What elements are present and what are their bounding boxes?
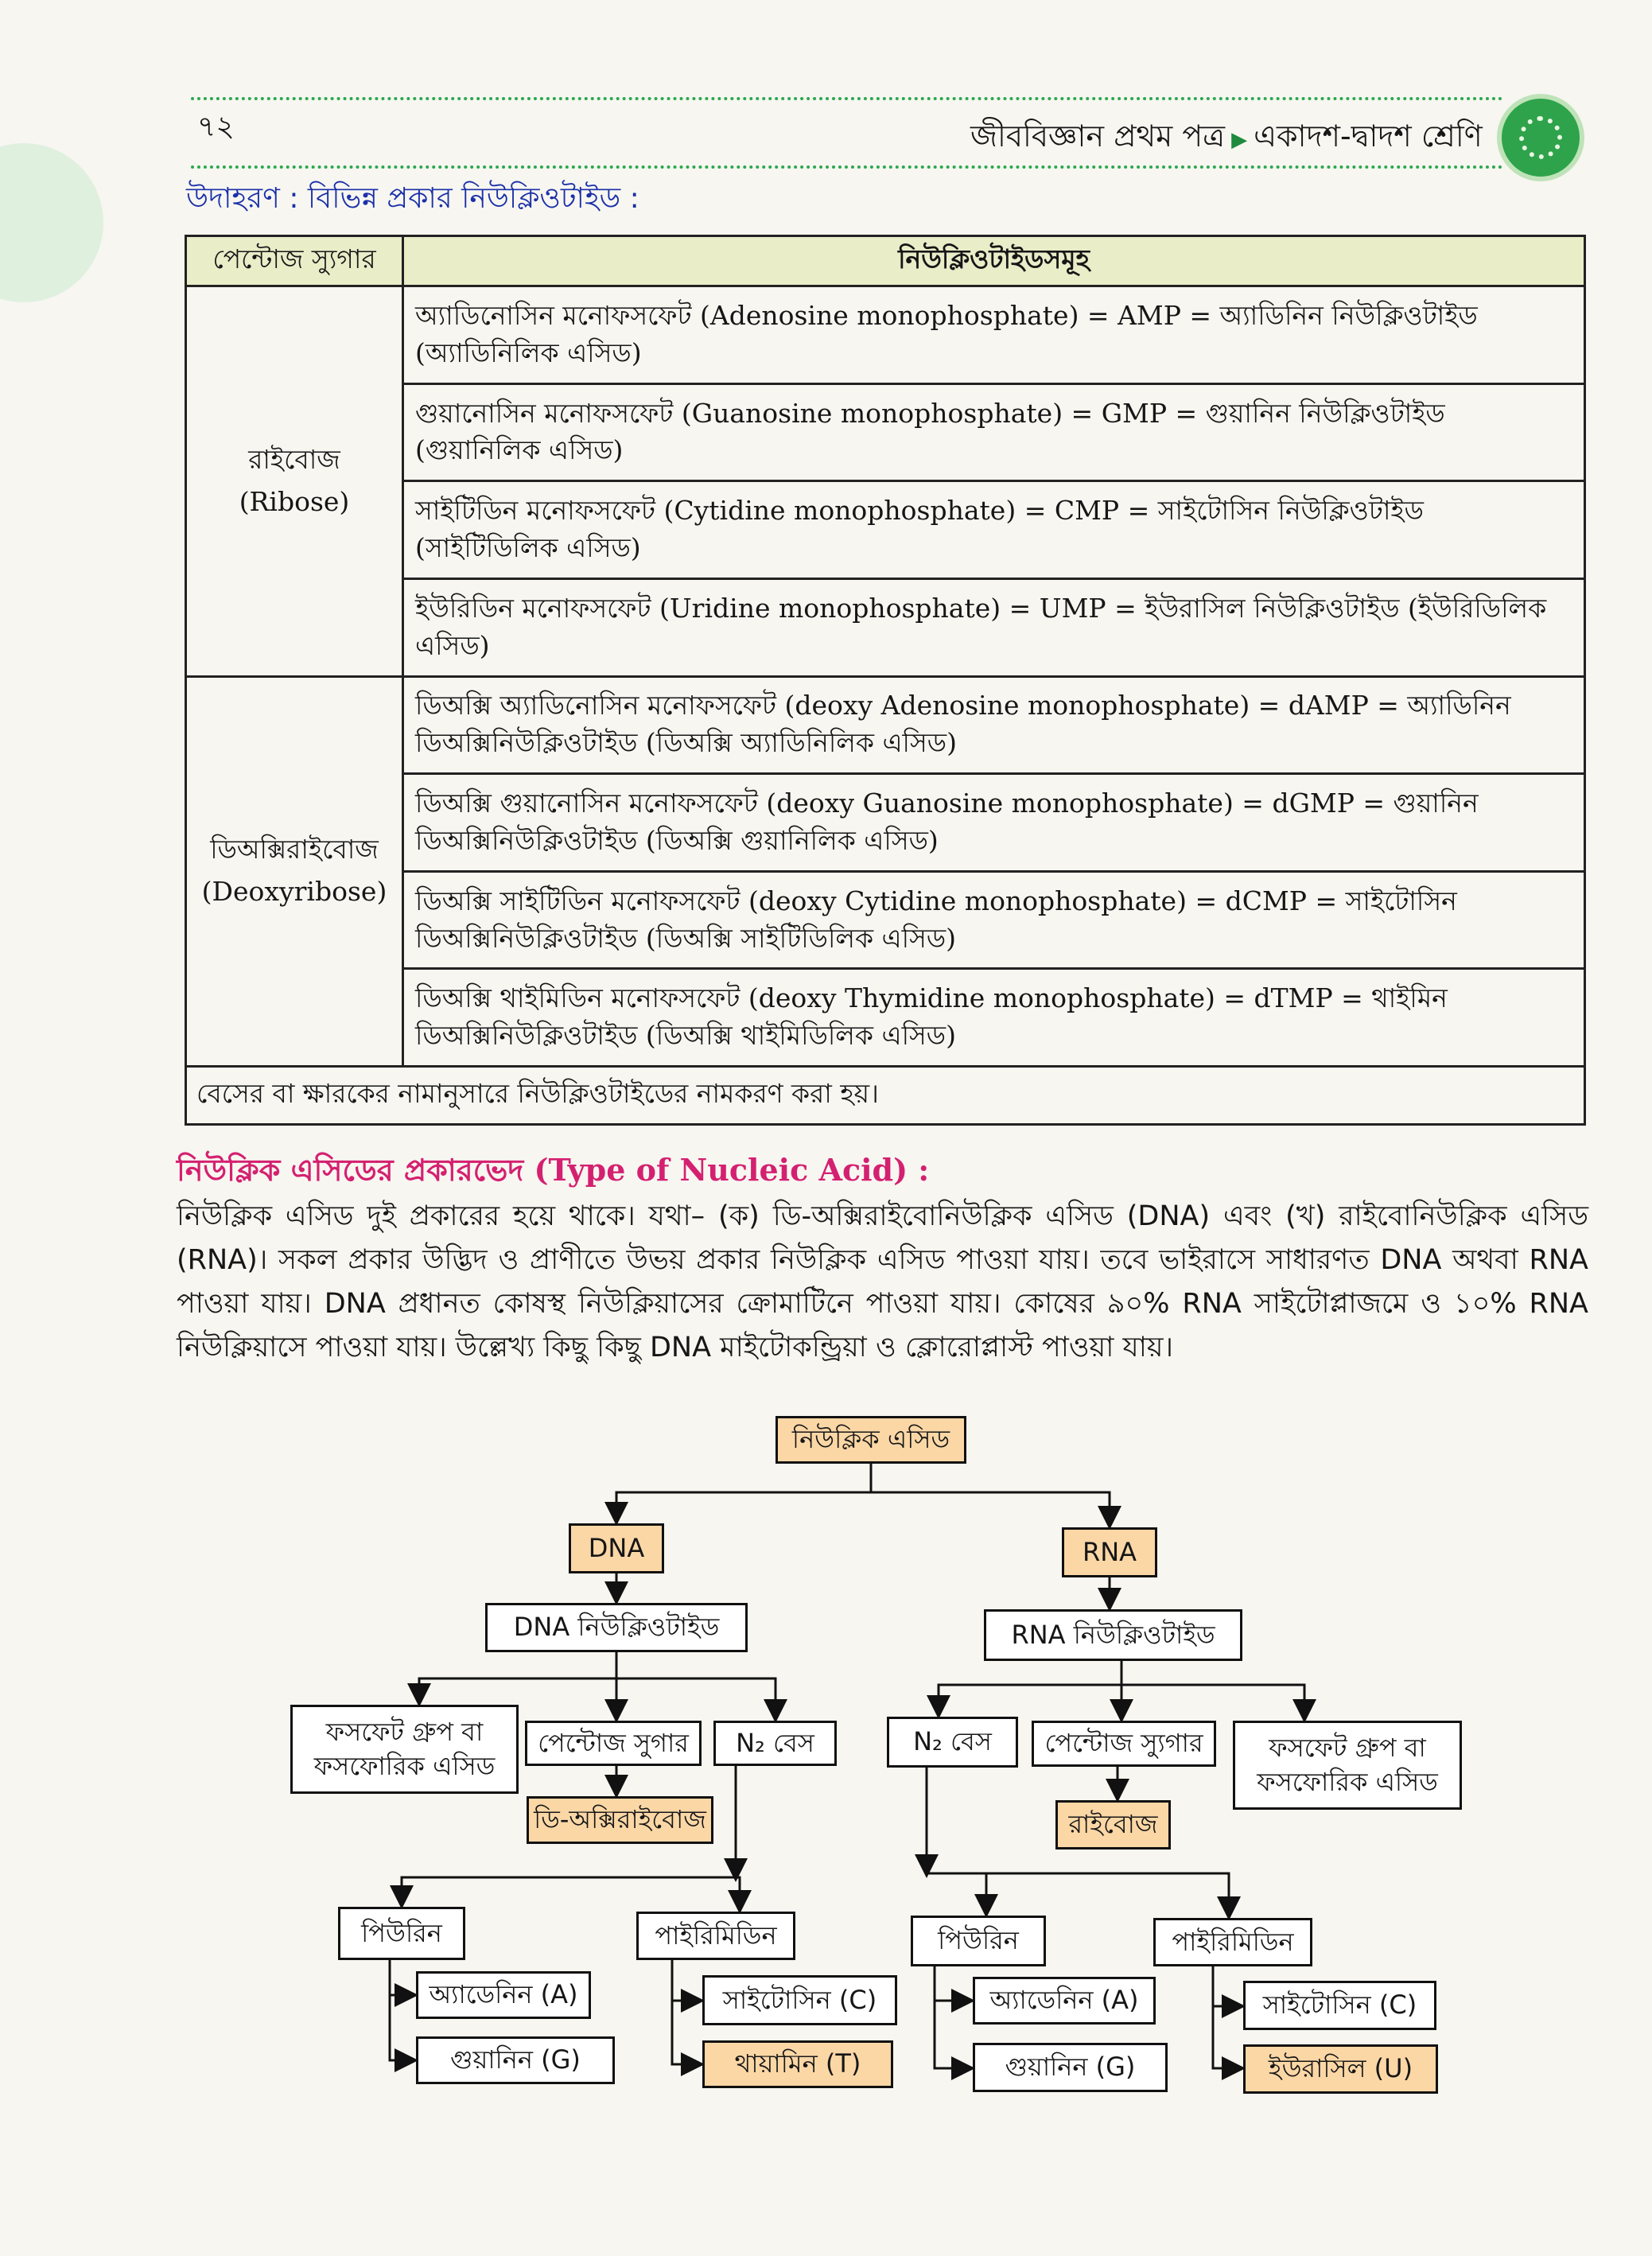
example-heading: উদাহরণ : বিভিন্ন প্রকার নিউক্লিওটাইড : [186, 182, 639, 215]
nucleotide-cell: ডিঅক্সি সাইটিডিন মনোফসফেট (deoxy Cytidine monophosphate) = dCMP = সাইটোসিন ডিঅক্সিনিউক্লিওটাইড (ডিঅক্সি সাইটিডিলিক এসিড) [403, 871, 1585, 969]
class-label: একাদশ-দ্বাদশ শ্রেণি [1254, 119, 1483, 154]
node-dna-n2-base: N₂ বেস [713, 1721, 837, 1766]
sugar-name-bn: রাইবোজ [248, 443, 340, 475]
nucleotide-cell: অ্যাডিনোসিন মনোফসফেট (Adenosine monophosphate) = AMP = অ্যাডিনিন নিউক্লিওটাইড (অ্যাডিনিলিক এসিড) [403, 286, 1585, 384]
node-dna-nucleotide: DNA নিউক্লিওটাইড [485, 1603, 748, 1652]
node-dna-pyrimidine: পাইরিমিডিন [636, 1912, 795, 1960]
arrow-right-icon: ▶ [1231, 128, 1248, 152]
node-dna-adenine: অ্যাডেনিন (A) [416, 1971, 591, 2019]
node-rna-purine: পিউরিন [911, 1916, 1046, 1966]
body-paragraph: নিউক্লিক এসিড দুই প্রকারের হয়ে থাকে। যথা– (ক) ডি-অক্সিরাইবোনিউক্লিক এসিড (DNA) এবং (খ) রাইবোনিউক্লিক এসিড (RNA)। সকল প্রকার উদ্ভিদ ও প্রাণীতে উভয় প্রকার নিউক্লিক এসিড পাওয়া যায়। তবে ভাইরাসে সাধারণত DNA অথবা RNA পাওয়া যায়। DNA প্রধানত কোষস্থ নিউক্লিয়াসের ক্রোমাটিনে পাওয়া যায়। কোষের ৯০% RNA সাইটোপ্লাজমে ও ১০% RNA নিউক্লিয়াসে পাওয়া যায়। উল্লেখ্য কিছু কিছু DNA মাইটোকন্ড্রিয়া ও ক্লোরোপ্লাস্ট পাওয়া যায়। [177, 1200, 1588, 1363]
node-dna-cytosine: সাইটোসিন (C) [702, 1975, 897, 2025]
sugar-name-en: (Ribose) [239, 485, 350, 517]
node-rna-pentose: পেন্টোজ স্যুগার [1032, 1721, 1216, 1767]
nucleotide-cell: সাইটিডিন মনোফসফেট (Cytidine monophosphate) = CMP = সাইটোসিন নিউক্লিওটাইড (সাইটিডিলিক এসিড) [403, 481, 1585, 579]
node-rna-n2-base: N₂ বেস [887, 1717, 1018, 1768]
node-rna-nucleotide: RNA নিউক্লিওটাইড [984, 1609, 1242, 1661]
node-rna-adenine: অ্যাডেনিন (A) [973, 1977, 1156, 2025]
nucleotide-cell: ডিঅক্সি থাইমিডিন মনোফসফেট (deoxy Thymidine monophosphate) = dTMP = থাইমিন ডিঅক্সিনিউক্লিওটাইড (ডিঅক্সি থাইমিডিলিক এসিড) [403, 969, 1585, 1067]
sugar-name-bn: ডিঅক্সিরাইবোজ [210, 834, 379, 865]
page-number: ৭২ [197, 111, 235, 143]
nucleotide-cell: ইউরিডিন মনোফসফেট (Uridine monophosphate) = UMP = ইউরাসিল নিউক্লিওটাইড (ইউরিডিলিক এসিড) [403, 578, 1585, 676]
section-title: নিউক্লিক এসিডের প্রকারভেদ (Type of Nucleic Acid) : [177, 1152, 930, 1188]
table-footer-note: বেসের বা ক্ষারকের নামানুসারে নিউক্লিওটাইডের নামকরণ করা হয়। [186, 1067, 1585, 1125]
node-thymine: থায়ামিন (T) [702, 2040, 893, 2088]
sugar-name-en: (Deoxyribose) [201, 876, 387, 908]
node-rna-pyrimidine: পাইরিমিডিন [1153, 1918, 1312, 1966]
node-rna-guanine: গুয়ানিন (G) [973, 2043, 1168, 2092]
node-rna-cytosine: সাইটোসিন (C) [1243, 1981, 1436, 2030]
nucleotide-cell: ডিঅক্সি অ্যাডিনোসিন মনোফসফেট (deoxy Adenosine monophosphate) = dAMP = অ্যাডিনিন ডিঅক্সিনিউক্লিওটাইড (ডিঅক্সি অ্যাডিনিলিক এসিড) [403, 676, 1585, 774]
header-cell-sugar: পেন্টোজ স্যুগার [186, 236, 403, 286]
node-dna: DNA [569, 1523, 664, 1573]
book-title: জীববিজ্ঞান প্রথম পত্র [970, 119, 1226, 154]
node-rna-phosphate: ফসফেট গ্রুপ বা ফসফোরিক এসিড [1233, 1721, 1462, 1810]
node-dna-purine: পিউরিন [338, 1907, 465, 1960]
header-cell-nucleotides: নিউক্লিওটাইডসমূহ [403, 236, 1585, 286]
nucleotide-cell: গুয়ানোসিন মনোফসফেট (Guanosine monophosphate) = GMP = গুয়ানিন নিউক্লিওটাইড (গুয়ানিলিক এসিড) [403, 383, 1585, 481]
node-deoxyribose: ডি-অক্সিরাইবোজ [527, 1796, 713, 1844]
node-rna: RNA [1062, 1527, 1157, 1577]
node-dna-phosphate: ফসফেট গ্রুপ বা ফসফোরিক এসিড [290, 1705, 519, 1794]
node-nucleic-acid: নিউক্লিক এসিড [775, 1416, 966, 1464]
node-dna-pentose: পেন্টোজ সুগার [525, 1721, 702, 1766]
nucleotide-cell: ডিঅক্সি গুয়ানোসিন মনোফসফেট (deoxy Guanosine monophosphate) = dGMP = গুয়ানিন ডিঅক্সিনিউক্লিওটাইড (ডিঅক্সি গুয়ানিলিক এসিড) [403, 774, 1585, 872]
node-ribose: রাইবোজ [1055, 1800, 1171, 1850]
node-dna-guanine: গুয়ানিন (G) [416, 2036, 615, 2084]
node-uracil: ইউরাসিল (U) [1243, 2044, 1438, 2094]
